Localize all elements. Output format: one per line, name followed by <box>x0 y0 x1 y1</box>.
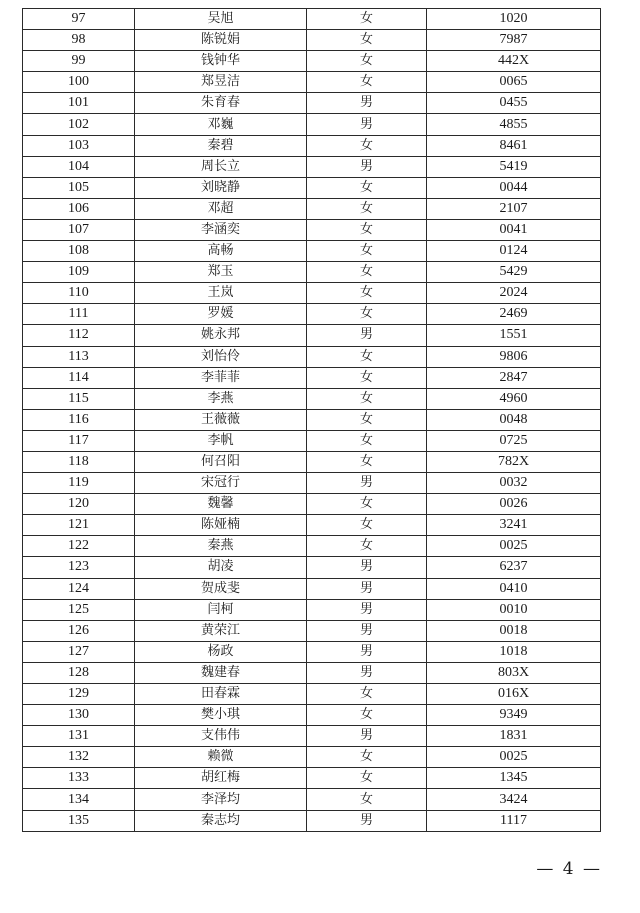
gender-cell: 女 <box>307 241 427 262</box>
gender-cell: 女 <box>307 684 427 705</box>
name-cell: 何召阳 <box>135 451 307 472</box>
table-row <box>23 409 601 430</box>
gender-cell: 男 <box>307 662 427 683</box>
gender-cell: 女 <box>307 430 427 451</box>
gender-cell: 女 <box>307 536 427 557</box>
id-suffix-cell: 3424 <box>427 789 601 810</box>
table-row <box>23 9 601 30</box>
table-row <box>23 747 601 768</box>
serial-number-cell: 113 <box>23 346 135 367</box>
name-cell: 罗媛 <box>135 304 307 325</box>
id-suffix-cell: 6237 <box>427 557 601 578</box>
serial-number-cell: 117 <box>23 430 135 451</box>
name-cell: 胡红梅 <box>135 768 307 789</box>
gender-cell: 女 <box>307 177 427 198</box>
gender-cell: 女 <box>307 9 427 30</box>
id-suffix-cell: 0026 <box>427 494 601 515</box>
table-row <box>23 726 601 747</box>
table-row <box>23 641 601 662</box>
gender-cell: 女 <box>307 346 427 367</box>
gender-cell: 男 <box>307 473 427 494</box>
serial-number-cell: 97 <box>23 9 135 30</box>
table-row <box>23 578 601 599</box>
table-row <box>23 198 601 219</box>
table-row <box>23 93 601 114</box>
name-cell: 樊小琪 <box>135 705 307 726</box>
gender-cell: 女 <box>307 409 427 430</box>
table-row <box>23 30 601 51</box>
serial-number-cell: 132 <box>23 747 135 768</box>
name-cell: 闫柯 <box>135 599 307 620</box>
id-suffix-cell: 1831 <box>427 726 601 747</box>
gender-cell: 男 <box>307 620 427 641</box>
serial-number-cell: 119 <box>23 473 135 494</box>
gender-cell: 女 <box>307 135 427 156</box>
table-row <box>23 768 601 789</box>
id-suffix-cell: 0048 <box>427 409 601 430</box>
gender-cell: 男 <box>307 726 427 747</box>
gender-cell: 女 <box>307 747 427 768</box>
serial-number-cell: 126 <box>23 620 135 641</box>
table-row <box>23 599 601 620</box>
gender-cell: 女 <box>307 367 427 388</box>
gender-cell: 女 <box>307 30 427 51</box>
name-cell: 钱钟华 <box>135 51 307 72</box>
id-suffix-cell: 1117 <box>427 810 601 831</box>
id-suffix-cell: 0018 <box>427 620 601 641</box>
page-number: — 4 — <box>536 859 602 879</box>
table-row <box>23 51 601 72</box>
table-row <box>23 283 601 304</box>
gender-cell: 女 <box>307 705 427 726</box>
serial-number-cell: 105 <box>23 177 135 198</box>
table-row <box>23 515 601 536</box>
id-suffix-cell: 0725 <box>427 430 601 451</box>
gender-cell: 女 <box>307 51 427 72</box>
id-suffix-cell: 1018 <box>427 641 601 662</box>
table-row <box>23 156 601 177</box>
gender-cell: 女 <box>307 789 427 810</box>
gender-cell: 男 <box>307 325 427 346</box>
serial-number-cell: 104 <box>23 156 135 177</box>
id-suffix-cell: 782X <box>427 451 601 472</box>
serial-number-cell: 116 <box>23 409 135 430</box>
serial-number-cell: 127 <box>23 641 135 662</box>
serial-number-cell: 131 <box>23 726 135 747</box>
name-cell: 陈锐娟 <box>135 30 307 51</box>
gender-cell: 女 <box>307 494 427 515</box>
name-cell: 李菲菲 <box>135 367 307 388</box>
name-cell: 吴旭 <box>135 9 307 30</box>
id-suffix-cell: 803X <box>427 662 601 683</box>
table-row <box>23 536 601 557</box>
serial-number-cell: 103 <box>23 135 135 156</box>
id-suffix-cell: 0124 <box>427 241 601 262</box>
id-suffix-cell: 5429 <box>427 262 601 283</box>
serial-number-cell: 101 <box>23 93 135 114</box>
table-row <box>23 494 601 515</box>
name-cell: 田春霖 <box>135 684 307 705</box>
serial-number-cell: 106 <box>23 198 135 219</box>
name-cell: 黄荣江 <box>135 620 307 641</box>
serial-number-cell: 130 <box>23 705 135 726</box>
table-row <box>23 620 601 641</box>
roster-table <box>22 8 601 832</box>
table-row <box>23 430 601 451</box>
table-row <box>23 388 601 409</box>
serial-number-cell: 118 <box>23 451 135 472</box>
id-suffix-cell: 0032 <box>427 473 601 494</box>
serial-number-cell: 100 <box>23 72 135 93</box>
gender-cell: 男 <box>307 641 427 662</box>
roster-table-body <box>23 9 601 832</box>
serial-number-cell: 133 <box>23 768 135 789</box>
id-suffix-cell: 0044 <box>427 177 601 198</box>
serial-number-cell: 120 <box>23 494 135 515</box>
serial-number-cell: 111 <box>23 304 135 325</box>
table-row <box>23 810 601 831</box>
table-row <box>23 705 601 726</box>
table-row <box>23 557 601 578</box>
id-suffix-cell: 0010 <box>427 599 601 620</box>
name-cell: 朱育春 <box>135 93 307 114</box>
serial-number-cell: 109 <box>23 262 135 283</box>
id-suffix-cell: 9806 <box>427 346 601 367</box>
gender-cell: 男 <box>307 156 427 177</box>
id-suffix-cell: 442X <box>427 51 601 72</box>
serial-number-cell: 99 <box>23 51 135 72</box>
name-cell: 赖微 <box>135 747 307 768</box>
gender-cell: 女 <box>307 515 427 536</box>
name-cell: 秦燕 <box>135 536 307 557</box>
table-row <box>23 662 601 683</box>
name-cell: 王薇薇 <box>135 409 307 430</box>
id-suffix-cell: 3241 <box>427 515 601 536</box>
id-suffix-cell: 5419 <box>427 156 601 177</box>
table-row <box>23 304 601 325</box>
name-cell: 刘怡伶 <box>135 346 307 367</box>
name-cell: 邓巍 <box>135 114 307 135</box>
table-row <box>23 684 601 705</box>
name-cell: 周长立 <box>135 156 307 177</box>
id-suffix-cell: 1020 <box>427 9 601 30</box>
serial-number-cell: 122 <box>23 536 135 557</box>
id-suffix-cell: 0455 <box>427 93 601 114</box>
gender-cell: 男 <box>307 93 427 114</box>
serial-number-cell: 102 <box>23 114 135 135</box>
serial-number-cell: 129 <box>23 684 135 705</box>
gender-cell: 女 <box>307 283 427 304</box>
table-row <box>23 451 601 472</box>
serial-number-cell: 124 <box>23 578 135 599</box>
gender-cell: 女 <box>307 72 427 93</box>
id-suffix-cell: 0410 <box>427 578 601 599</box>
name-cell: 刘晓静 <box>135 177 307 198</box>
name-cell: 秦志均 <box>135 810 307 831</box>
name-cell: 郑昱洁 <box>135 72 307 93</box>
serial-number-cell: 128 <box>23 662 135 683</box>
serial-number-cell: 112 <box>23 325 135 346</box>
name-cell: 邓超 <box>135 198 307 219</box>
id-suffix-cell: 2107 <box>427 198 601 219</box>
id-suffix-cell: 016X <box>427 684 601 705</box>
table-row <box>23 72 601 93</box>
id-suffix-cell: 0025 <box>427 747 601 768</box>
name-cell: 李涵奕 <box>135 219 307 240</box>
id-suffix-cell: 1345 <box>427 768 601 789</box>
table-row <box>23 346 601 367</box>
id-suffix-cell: 2024 <box>427 283 601 304</box>
gender-cell: 女 <box>307 304 427 325</box>
id-suffix-cell: 0025 <box>427 536 601 557</box>
table-row <box>23 241 601 262</box>
table-row <box>23 367 601 388</box>
name-cell: 高畅 <box>135 241 307 262</box>
id-suffix-cell: 7987 <box>427 30 601 51</box>
name-cell: 李泽均 <box>135 789 307 810</box>
serial-number-cell: 135 <box>23 810 135 831</box>
gender-cell: 女 <box>307 219 427 240</box>
id-suffix-cell: 1551 <box>427 325 601 346</box>
name-cell: 李燕 <box>135 388 307 409</box>
serial-number-cell: 107 <box>23 219 135 240</box>
name-cell: 李帆 <box>135 430 307 451</box>
id-suffix-cell: 2847 <box>427 367 601 388</box>
table-row <box>23 325 601 346</box>
name-cell: 秦碧 <box>135 135 307 156</box>
name-cell: 魏馨 <box>135 494 307 515</box>
id-suffix-cell: 4855 <box>427 114 601 135</box>
serial-number-cell: 114 <box>23 367 135 388</box>
table-row <box>23 219 601 240</box>
table-row <box>23 177 601 198</box>
serial-number-cell: 110 <box>23 283 135 304</box>
table-row <box>23 135 601 156</box>
name-cell: 贺成斐 <box>135 578 307 599</box>
name-cell: 陈娅楠 <box>135 515 307 536</box>
gender-cell: 男 <box>307 578 427 599</box>
gender-cell: 女 <box>307 388 427 409</box>
serial-number-cell: 123 <box>23 557 135 578</box>
id-suffix-cell: 0041 <box>427 219 601 240</box>
name-cell: 宋冠行 <box>135 473 307 494</box>
name-cell: 胡凌 <box>135 557 307 578</box>
table-row <box>23 262 601 283</box>
id-suffix-cell: 4960 <box>427 388 601 409</box>
name-cell: 杨政 <box>135 641 307 662</box>
serial-number-cell: 125 <box>23 599 135 620</box>
gender-cell: 男 <box>307 810 427 831</box>
id-suffix-cell: 0065 <box>427 72 601 93</box>
id-suffix-cell: 9349 <box>427 705 601 726</box>
serial-number-cell: 98 <box>23 30 135 51</box>
table-row <box>23 473 601 494</box>
table-row <box>23 114 601 135</box>
name-cell: 魏建春 <box>135 662 307 683</box>
id-suffix-cell: 8461 <box>427 135 601 156</box>
gender-cell: 男 <box>307 599 427 620</box>
gender-cell: 男 <box>307 557 427 578</box>
gender-cell: 女 <box>307 768 427 789</box>
gender-cell: 女 <box>307 451 427 472</box>
id-suffix-cell: 2469 <box>427 304 601 325</box>
name-cell: 郑玉 <box>135 262 307 283</box>
name-cell: 王岚 <box>135 283 307 304</box>
roster-sheet <box>22 8 600 832</box>
gender-cell: 女 <box>307 262 427 283</box>
serial-number-cell: 108 <box>23 241 135 262</box>
name-cell: 支伟伟 <box>135 726 307 747</box>
serial-number-cell: 115 <box>23 388 135 409</box>
name-cell: 姚永邦 <box>135 325 307 346</box>
table-row <box>23 789 601 810</box>
serial-number-cell: 121 <box>23 515 135 536</box>
gender-cell: 男 <box>307 114 427 135</box>
gender-cell: 女 <box>307 198 427 219</box>
serial-number-cell: 134 <box>23 789 135 810</box>
